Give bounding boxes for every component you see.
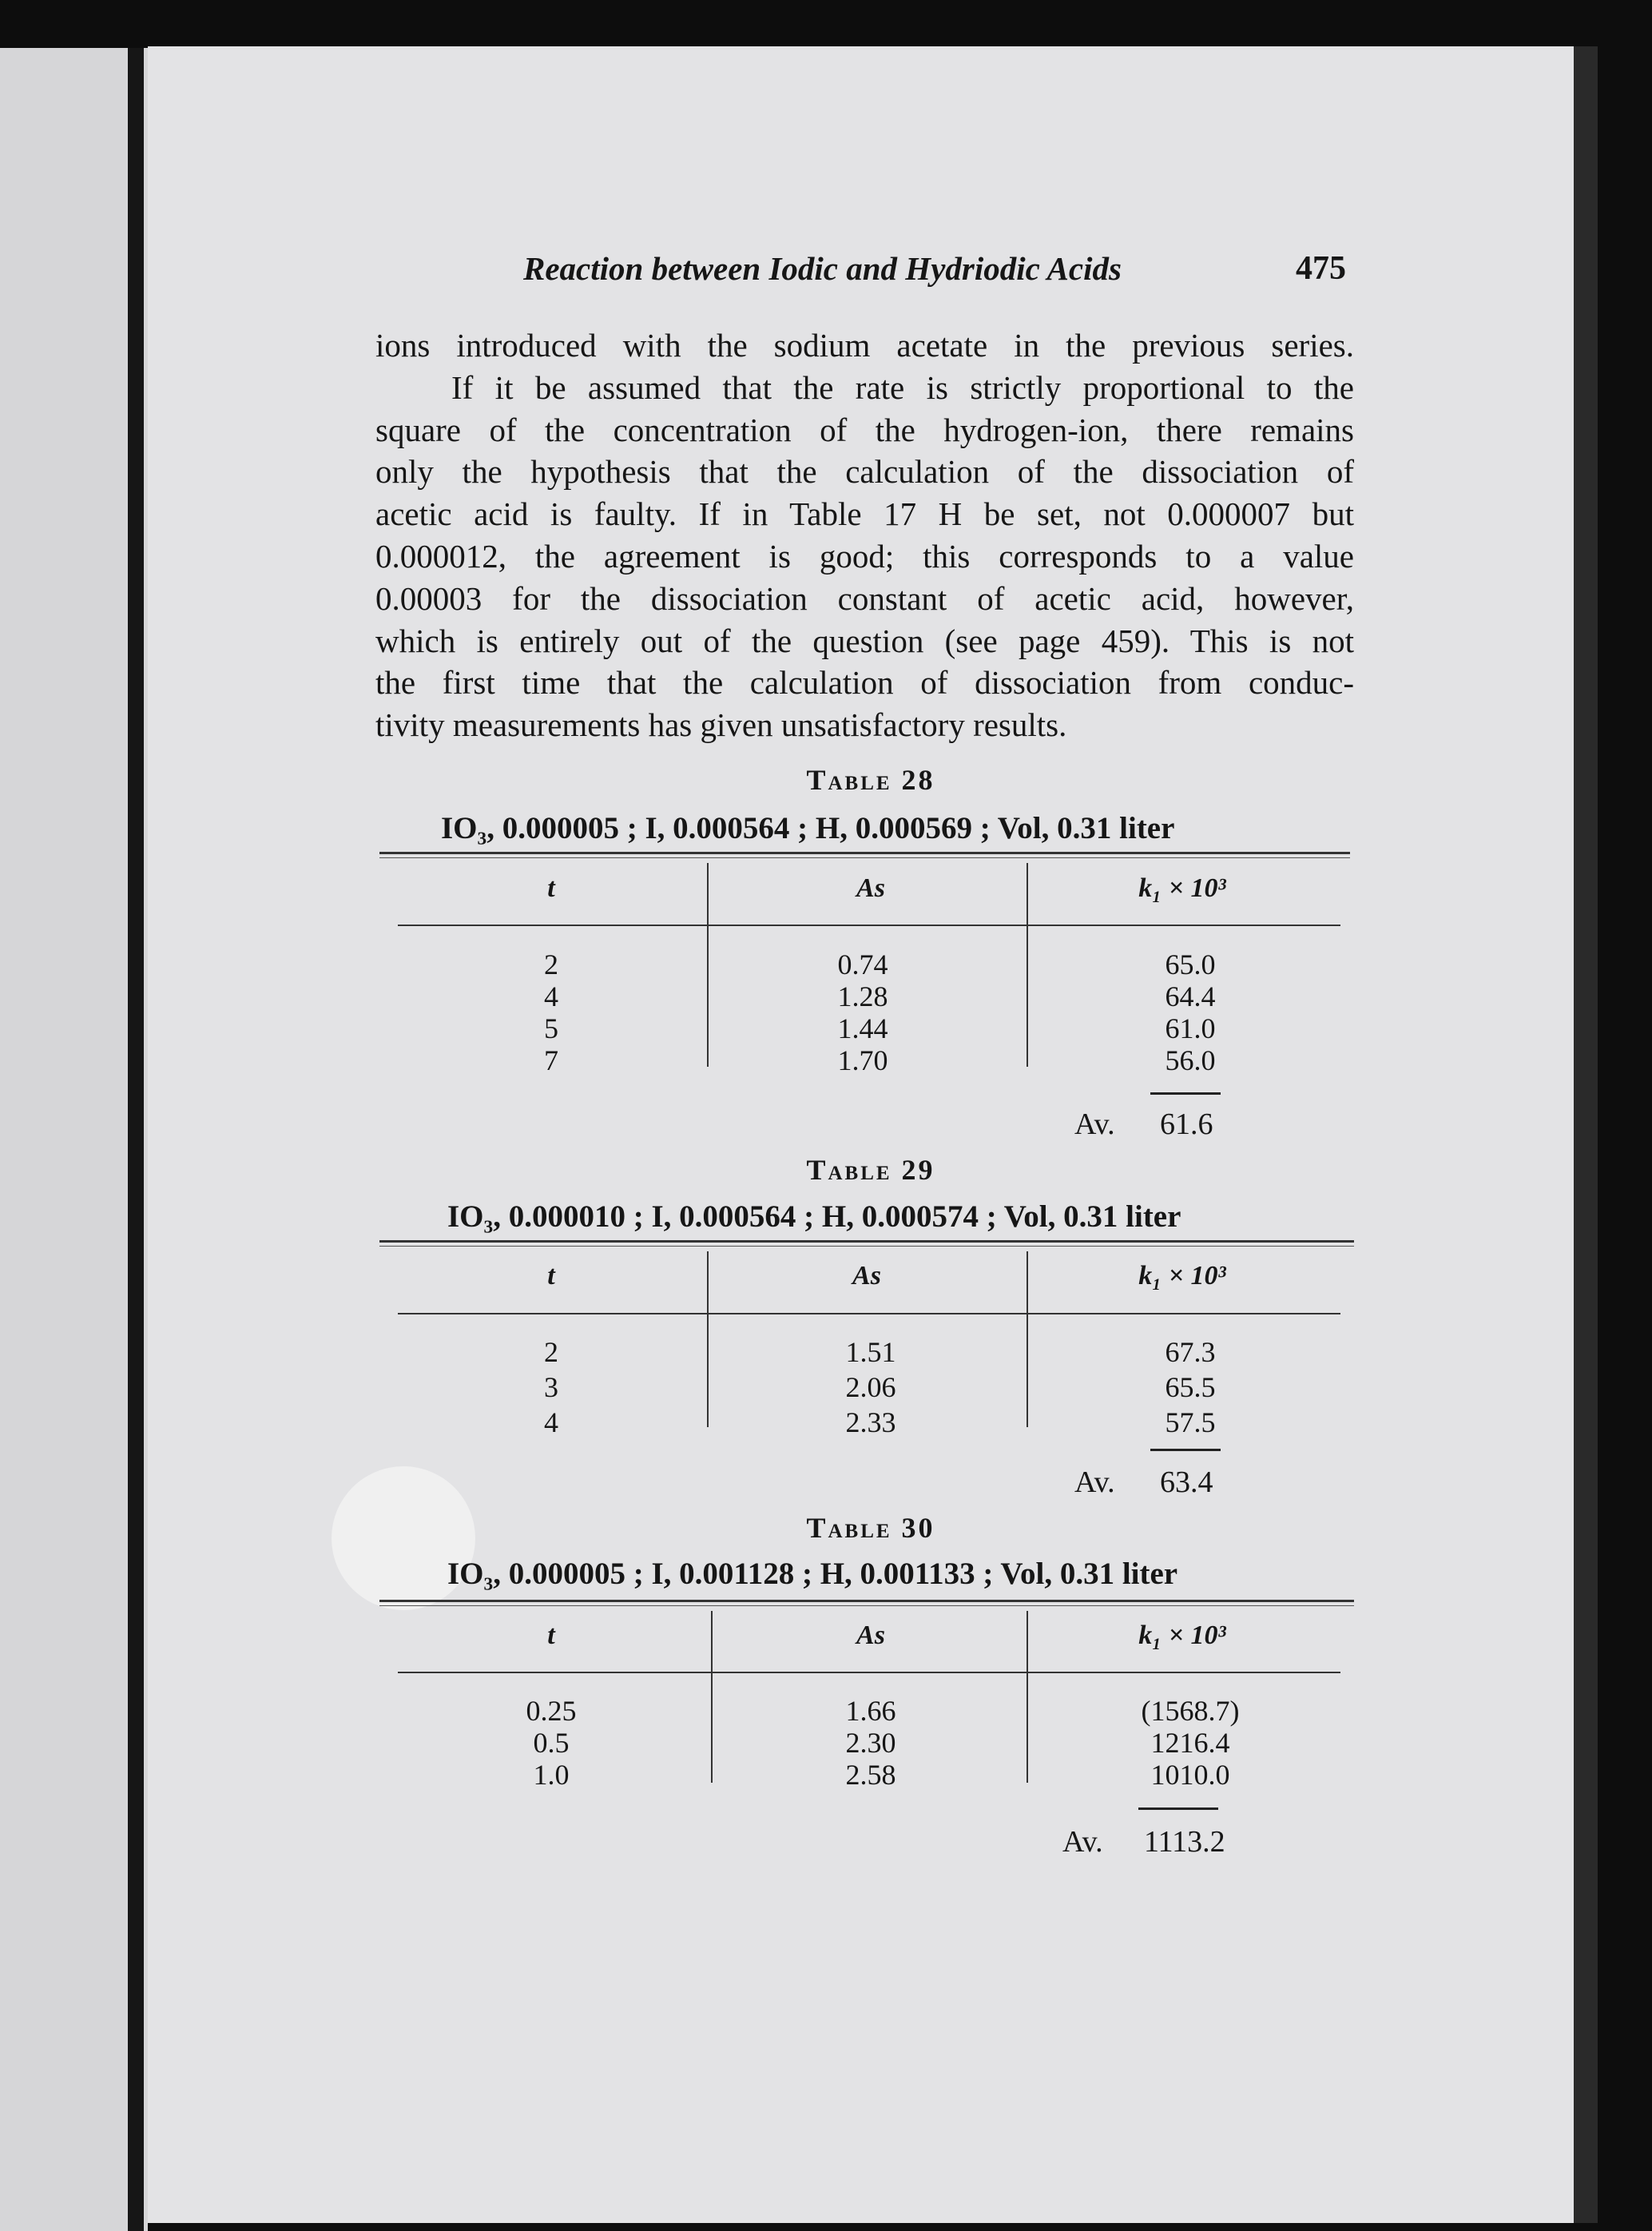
column-header-as: As [856, 873, 885, 903]
column-divider [707, 863, 709, 1067]
table-conditions: IO₃, 0.000010 ; I, 0.000564 ; H, 0.000574 ; Vol, 0.31 liter [447, 1199, 1181, 1234]
header-rule [398, 1672, 1340, 1673]
cell: 1.66 [845, 1695, 896, 1727]
average-label: Av. [1074, 1108, 1115, 1141]
sum-rule [1138, 1807, 1218, 1810]
cell: 1.44 [837, 1012, 888, 1044]
cell: 7 [544, 1044, 558, 1076]
cell: 0.74 [837, 948, 888, 980]
average-value: 61.6 [1160, 1108, 1213, 1141]
cell: 1010.0 [1150, 1759, 1230, 1791]
cell: 1216.4 [1150, 1727, 1230, 1759]
cell: 61.0 [1165, 1012, 1216, 1044]
cell: 64.4 [1165, 980, 1216, 1012]
column-k [1070, 948, 1310, 1076]
column-header-k: k₁ × 10³ [1138, 1261, 1226, 1290]
cell: 2.33 [845, 1406, 896, 1438]
column-t [431, 1695, 671, 1791]
body-line: the first time that the calculation of dissociation from conduc- [375, 664, 1354, 702]
table-title: Table 29 [806, 1154, 935, 1186]
cell: 1.51 [845, 1336, 896, 1368]
body-line: 0.000012, the agreement is good; this corresponds to a value [375, 537, 1354, 575]
column-divider [707, 1251, 709, 1427]
average-label: Av. [1074, 1465, 1115, 1499]
column-header-t: t [547, 1621, 555, 1650]
cell: 3 [544, 1371, 558, 1403]
body-line: ions introduced with the sodium acetate in the previous series. [375, 327, 1354, 364]
column-k [1070, 1334, 1310, 1440]
column-header-as: As [852, 1261, 881, 1290]
cell: 67.3 [1165, 1336, 1216, 1368]
average-label: Av. [1062, 1825, 1103, 1859]
body-line: tivity measurements has given unsatisfactory results. [375, 706, 1067, 744]
column-as [751, 1695, 991, 1791]
cell: 1.0 [533, 1759, 570, 1791]
table-rule [379, 1605, 1354, 1606]
body-line: acetic acid is faulty. If in Table 17 H be set, not 0.000007 but [375, 495, 1354, 533]
cell: (1568.7) [1141, 1695, 1240, 1727]
table-rule [379, 1240, 1354, 1243]
table-rule [379, 852, 1350, 854]
cell: 57.5 [1165, 1406, 1216, 1438]
cell: 65.0 [1165, 948, 1216, 980]
cell: 0.25 [526, 1695, 577, 1727]
table-title: Table 28 [806, 764, 935, 796]
table-rule [379, 857, 1350, 858]
column-t [431, 948, 671, 1076]
cell: 65.5 [1165, 1371, 1216, 1403]
cell: 2 [544, 948, 558, 980]
table-rule [379, 1246, 1354, 1247]
table-conditions: IO₃, 0.000005 ; I, 0.000564 ; H, 0.000569 ; Vol, 0.31 liter [441, 811, 1175, 845]
cell: 5 [544, 1012, 558, 1044]
column-header-as: As [856, 1621, 885, 1650]
column-divider [1027, 1251, 1028, 1427]
column-header-t: t [547, 873, 555, 903]
column-as [743, 948, 983, 1076]
column-as [751, 1334, 991, 1440]
average-value: 63.4 [1160, 1465, 1213, 1499]
sum-rule [1150, 1449, 1221, 1451]
header-rule [398, 1313, 1340, 1314]
cell: 1.70 [837, 1044, 888, 1076]
table-title: Table 30 [806, 1512, 935, 1544]
column-header-k: k₁ × 10³ [1138, 873, 1226, 903]
body-line: 0.00003 for the dissociation constant of acetic acid, however, [375, 579, 1354, 617]
cell: 2.58 [845, 1759, 896, 1791]
body-line: square of the concentration of the hydrogen-ion, there remains [375, 411, 1354, 448]
table-rule [379, 1600, 1354, 1602]
cell: 4 [544, 1406, 558, 1438]
body-line: If it be assumed that the rate is strictly proportional to the [451, 368, 1354, 406]
average-value: 1113.2 [1144, 1825, 1225, 1859]
column-header-t: t [547, 1261, 555, 1290]
column-k [1070, 1695, 1310, 1791]
column-divider [711, 1611, 713, 1783]
cell: 2.06 [845, 1371, 896, 1403]
column-divider [1027, 863, 1028, 1067]
cell: 0.5 [533, 1727, 570, 1759]
cell: 2.30 [845, 1727, 896, 1759]
cell: 2 [544, 1336, 558, 1368]
column-header-k: k₁ × 10³ [1138, 1621, 1226, 1650]
body-line: which is entirely out of the question (see page 459). This is not [375, 622, 1354, 659]
page-number: 475 [1296, 250, 1346, 287]
cell: 56.0 [1165, 1044, 1216, 1076]
column-t [431, 1334, 671, 1440]
table-conditions: IO₃, 0.000005 ; I, 0.001128 ; H, 0.001133 ; Vol, 0.31 liter [447, 1557, 1178, 1591]
sum-rule [1150, 1092, 1221, 1095]
body-text [375, 324, 1354, 746]
column-divider [1027, 1611, 1028, 1783]
running-head: Reaction between Iodic and Hydriodic Acids [523, 250, 1122, 287]
cell: 1.28 [837, 980, 888, 1012]
header-rule [398, 925, 1340, 926]
body-line: only the hypothesis that the calculation of the dissociation of [375, 453, 1354, 491]
cell: 4 [544, 980, 558, 1012]
